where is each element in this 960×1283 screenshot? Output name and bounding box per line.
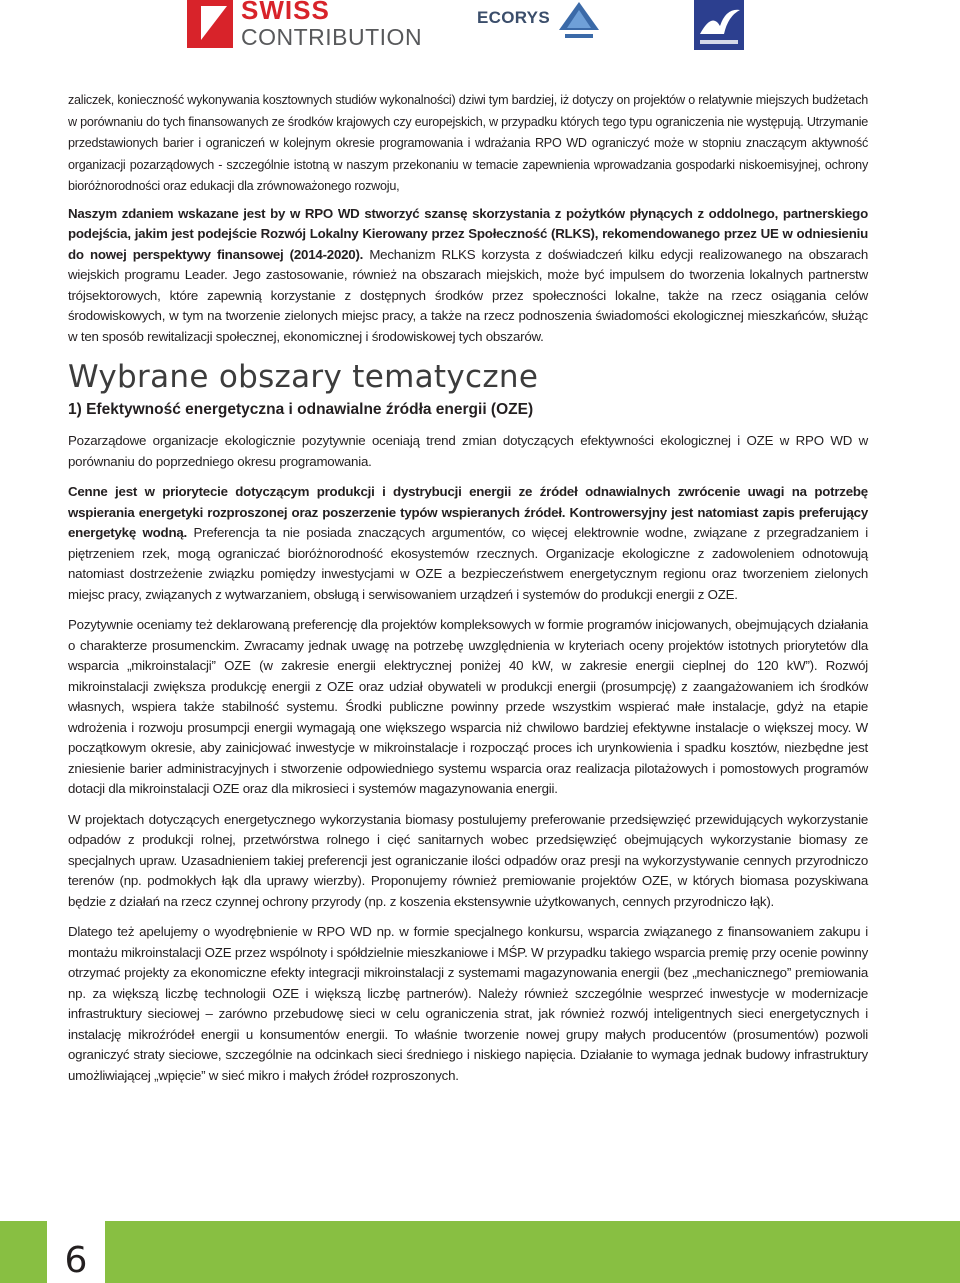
page-number-tab [47, 1221, 105, 1283]
euroregion-bird-icon [694, 0, 744, 50]
paragraph-barriers: zaliczek, konieczność wykonywania kosztownych studiów wykonalności) dziwi tym bardziej, iż dotyczy on projektów o relatywnie miejszych budżetach w porównaniu do tych finansowanych ze środków krajowych czy europejskich, w przypadku których tego typu ograniczenia nie występują. Utrzymanie przedstawionych barier i ograniczeń w kolejnym okresie programowania i wdrażania RPO WD ograniczyć może w stopniu znaczącym aktywność organizacji pozarządowych - szczególnie istotną w naszym przekonaniu w temacie zapewnienia wprowadzania gospodarki niskoemisyjnej, ochrony bioróżnorodności oraz edukacji dla zrównoważonego rozwoju, [68, 93, 868, 194]
paragraph-priority: Cenne jest w priorytecie dotyczącym produkcji i dystrybucji energii ze źródeł odnawialnych zwrócenie uwagi na potrzebę wspierania energetyki rozproszonej oraz poszerzenie typów wspieranych źródeł. Kontrowersyjny jest natomiast zapis preferujący energetykę wodną. Preferencja ta nie posiada znaczących argumentów, co więcej elektrownie wodne, związane z przegradzaniem i piętrzeniem rzek, mogą ograniczać bioróżnorodność ekosystemów rzecznych. Organizacje ekologiczne z zadowoleniem odnotowują natomiast dostrzeżenie związku pomiędzy inwestycjami w OZE a bezpieczeństwem energetycznym regionu oraz tworzeniem zielonych miejsc pracy, związanych z wytwarzaniem, obsługą i serwisowaniem urządzeń i systemów do produkcji energii z OZE. [68, 484, 868, 602]
logo-contribution-text: CONTRIBUTION [241, 24, 423, 50]
logo-ecorys-text: ECORYS [477, 8, 550, 27]
paragraph-trend: Pozarządowe organizacje ekologicznie pozytywnie oceniają trend zmian dotyczących efektywności ekologicznej i OZE w RPO WD w porównaniu do poprzedniego okresu programowania. [68, 433, 868, 469]
paragraph-biomass: W projektach dotyczących energetycznego wykorzystania biomasy postulujemy preferowanie przedsięwzięć przewidujących wykorzystanie odpadów z produkcji rolnej, przetwórstwa rolnego i cięć sanitarnych wobec przedsięwzięć obejmujących wykorzystanie biomasy ze specjalnych upraw. Uzasadnieniem takiej preferencji jest ograniczanie ilości odpadów oraz presji na wykorzystywanie cennych przyrodniczo terenów (np. podmokłych łąk dla uprawy wierzby). Proponujemy również premiowanie projektów OZE, w których biomasa pozyskiwana będzie z działań na rzecz czynnej ochrony przyrody (np. z koszenia ekstensywnie użytkowanych, cennych przyrodniczo łąk). [68, 811, 868, 909]
swiss-contribution-logo [187, 0, 423, 52]
logo-swiss-text: SWISS [241, 0, 330, 25]
footer-band [0, 1221, 960, 1283]
ecorys-logo [475, 0, 605, 52]
page-content [68, 90, 868, 1096]
page-number: 6 [64, 1240, 88, 1281]
section-title: Wybrane obszary tematyczne [68, 359, 539, 396]
paragraph-rlks: Naszym zdaniem wskazane jest by w RPO WD stworzyć szansę skorzystania z pożytków płynących z oddolnego, partnerskiego podejścia, jakim jest podejście Rozwój Lokalny Kierowany przez Społeczność (RLKS), rekomendowanego przez UE w odniesieniu do nowej perspektywy finansowej (2014-2020). Mechanizm RLKS korzysta z doświadczeń kilku edycji realizowanego na obszarach wiejskich programu Leader. Jego zastosowanie, również na obszarach miejskich, może być impulsem do tworzenia lokalnych partnerstw trójsektorowych, które zapewnią korzystanie z dostępnych środków przez społeczności lokalne, także na rzecz osiągania celów środowiskowych, w tym na tworzenie zielonych miejsc pracy, a także na rzecz podnoszenia świadomości ekologicznej mieszkańców, służąc w ten sposób rewitalizacji społecznej, ekonomicznej i środowiskowej tych obszarów. [68, 205, 869, 344]
swiss-flag-icon [187, 0, 233, 48]
subsection-title: 1) Efektywność energetyczna i odnawialne źródła energii (OZE) [68, 401, 534, 419]
paragraph-prosumer: Pozytywnie oceniamy też deklarowaną preferencję dla projektów kompleksowych w formie programów inicjowanych, obejmujących działania o charakterze prosumenckim. Zwracamy jednak uwagę na potrzebę uwzględnienia w kryteriach oceny projektów istotnych priorytetów dla wsparcia „mikroinstalacji” OZE (w zakresie energii elektrycznej poniżej 40 kW, w zakresie energii cieplnej do 120 kW”). Rozwój mikroinstalacji zwiększa produkcję energii z OZE oraz udział obywateli w produkcji energii (prosumpcję) z zaangażowaniem ich środków własnych, wspiera także stabilność systemu. Środki publiczne powinny przede wszystkim wspierać małe instalacje, gdyż na etapie wdrożenia i rozwoju prosumpcji energii wymagają one większego wsparcia niż chwilowo bardziej efektywne instalacje o większej mocy. W początkowym okresie, aby zainicjować inwestycje w mikroinstalacje i rozpocząć proces ich urynkowienia i spadku kosztów, niezbędne jest zniesienie barier administracyjnych i stworzenie odpowiedniego systemu wsparcia oraz realizacja pilotażowych i pomostowych programów dotacji dla mikroinstalacji OZE oraz dla mikrosieci i systemów magazynowania energii. [68, 617, 868, 797]
ecorys-mark-icon [555, 0, 603, 50]
paragraph-appeal: Dlatego też apelujemy o wyodrębnienie w RPO WD np. w formie specjalnego konkursu, wsparcia związanego z finansowaniem zakupu i montażu mikroinstalacji OZE przez wspólnoty i spółdzielnie mieszkaniowe i MŚP. W przypadku takiego wsparcia premię przy ocenie powinny otrzymać projekty za ekonomiczne efekty integracji mikroinstalacji z systemami magazynowania energii (bez „mechanicznego” premiowania np. za większą liczbę technologii OZE i większą liczbę partnerów). Należy również szczególnie wesprzeć inwestycje w modernizacje infrastruktury sieciowej – zarówno przebudowę sieci w celu ograniczenia strat, jak również rozwój inteligentnych sieci energetycznych i instalację mikroźródeł energii u konsumentów energii. To właśnie tworzenie nowej grupy małych producentów (prosumentów) pozwoli ograniczyć straty sieciowe, szczególnie na odcinkach sieci średniego i niskiego napięcia. Działanie to wymaga jednak budowy infrastruktury umożliwiającej „wpięcie” w sieć mikro i małych źródeł rozproszonych. [68, 924, 868, 1083]
euroregion-baltyk-logo [694, 0, 744, 50]
